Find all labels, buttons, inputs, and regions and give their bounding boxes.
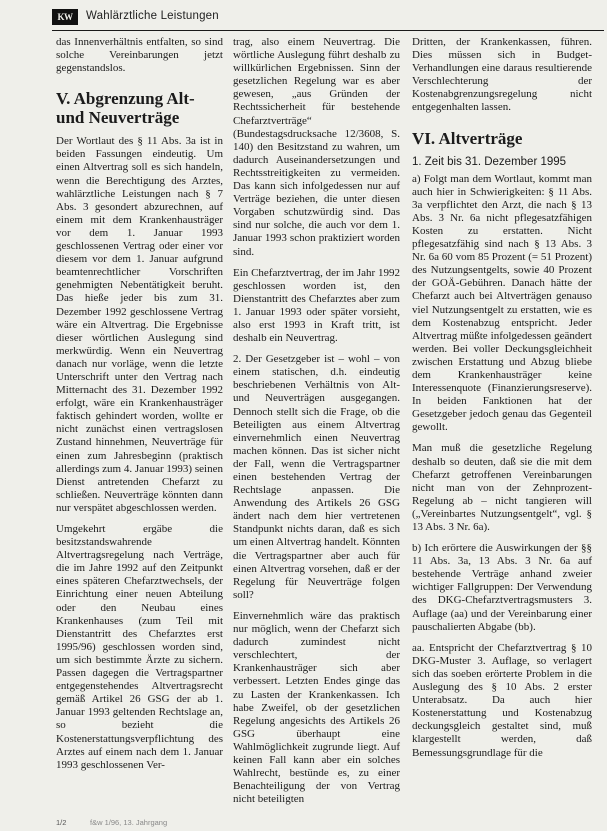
- page-header: [52, 6, 604, 31]
- paragraph: Der Wortlaut des § 11 Abs. 3a ist in beiden Fassungen eindeutig. Um einen Altvertrag soll es sich handeln, wenn die Berechtigung des Arztes, wahlärztliche Leistungen nach § 7 Abs. 3 gesondert abzurechnen, auf einem mit dem Krankenhausträger vor dem 1. Januar 1993 geschlossenen Vertrag oder einer vor diesem vor dem 1. Januar aufgrund beamtenrechtlicher Vorschriften genehmigten Nebentätigkeit beruht. Das hieße jeder bis zum 31. Dezember 1992 geschlossene Vertrag wäre ein Altvertrag. Die Ergebnisse dieser wörtlichen Auslegung sind merkwürdig. Wenn ein Neuvertrag danach nur vorläge, wenn die letzte Unterschrift unter den Vertrag nach Mitternacht des 31. Dezember 1992 erfolgt, wäre ein Krankenhausträger faktisch gehindert worden, wollte er nicht zunächst einen vertragslosen Zustand hinnehmen, Neuverträge für einen zum Jahresbeginn (praktisch allerdings zum 4. Januar 1993) seinen Dienst antretenden Chefarzt zu schließen. Neuverträge könnten dann nur verspätet abgeschlossen werden.: [56, 135, 223, 514]
- paragraph: trag, also einem Neuvertrag. Die wörtliche Auslegung führt deshalb zu willkürlichen Ergebnissen. Sinn der gesetzlichen Regelung war es aber gewesen, „aus Gründen der Rechtssicherheit für bestehende Chefarztverträge“ (Bundestagsdrucksache 12/3608, S. 140) den Besitzstand zu wahren, um dadurch Auseinandersetzungen und Rechtsstreitigkeiten zu vermeiden. Das kann sich infolgedessen nur auf Verträge beziehen, die unter diesen Vorgaben schutzwürdig sind. Das sind nur solche, die auch vor dem 1. Januar 1993 schon praktiziert worden sind.: [233, 36, 400, 258]
- journal-logo: KW: [52, 9, 78, 25]
- page-footer: [56, 818, 604, 828]
- text-column-3: [412, 36, 592, 760]
- text-column-2: [233, 36, 400, 806]
- source-line: f&w 1/96, 13. Jahrgang: [90, 818, 168, 827]
- subsection-heading: 1. Zeit bis 31. Dezember 1995: [412, 155, 567, 168]
- paragraph: das Innenverhältnis entfalten, so sind solche Vereinbarungen jetzt gegenstandslos.: [56, 36, 223, 75]
- paragraph: Dritten, der Krankenkassen, führen. Dies müssen sich in Budget-Verhandlungen eine daraus resultierende Verschlechterung der Kostenabgrenzungsregelung nicht entgegenhalten lassen.: [412, 36, 592, 114]
- paragraph: Ein Chefarztvertrag, der im Jahr 1992 geschlossen worden ist, den Dienstantritt des Chefarztes aber zum 1. Januar 1993 oder später vorsieht, also erst 1993 in Kraft tritt, ist deshalb ein Neuvertrag.: [233, 266, 400, 345]
- section-heading-v: V. Abgrenzung Alt- und Neuverträge: [56, 89, 195, 128]
- paragraph: b) Ich erörtere die Auswirkungen der §§ 11 Abs. 3a, 13 Abs. 3 Nr. 6a auf bestehende Verträge anhand zweier wichtiger Fallgruppen: Der Verwendung des DKG-Chefarztvertragsmusters 3. Auflage (aa) und der Vereinbarung einer pauschalierten Abgabe (bb).: [412, 542, 592, 633]
- paragraph: a) Folgt man dem Wortlaut, kommt man auch hier in Schwierigkeiten: § 11 Abs. 3a verpflichtet den Arzt, die nach § 13 Abs. 3 Nr. 6a nicht pflegesatzfähigen Kosten zu erstatten. Nicht pflegesatzfähig sind nach § 13 Abs. 3 Nr. 6a 60 vom 85 Prozent (= 51 Prozent) des Nutzungsentgelts, sowie 40 Prozent der GOÄ-Gebühren. Danach hätte der Chefarzt auch bei Altverträgen genauso viel Nutzungsentgelt zu erstatten, wie es dem Kostenabzug entspricht. Jeder Altvertrag müßte infolgedessen geändert werden. Bei voller Deckungsgleichheit zwischen Erstattung und Abzug bliebe dem Krankenhausträger keine Interessenquote (Finanzierungsreserve). In beiden Fanktionen hat der Gesetzgeber jedoch genau das Gegenteil gewollt.: [412, 172, 592, 434]
- paragraph: aa. Entspricht der Chefarztvertrag § 10 DKG-Muster 3. Auflage, so verlagert sich das soeben erörterte Problem in die Auslegung des § 10 Abs. 2 erster Unterabsatz. Da auch hier Kostenerstattung und Kostenabzug deckungsgleich gestaltet sind, muß klargestellt werden, daß Bemessungsgrundlage für die: [412, 641, 592, 759]
- paragraph: Man muß die gesetzliche Regelung deshalb so deuten, daß sie die mit dem Chefarzt getroffenen Vereinbarungen nicht man von der Zehnprozent-Regelung ab – nicht tangieren will („Vereinbartes Nutzungsentgelt“, vgl. § 13 Abs. 3 Nr. 6a).: [412, 442, 592, 533]
- paragraph: Umgekehrt ergäbe die besitzstandswahrende Altvertragsregelung nach Verträge, die im Jahre 1992 auf den Zeitpunkt eines späteren Chefarztwechsels, der Einrichtung einer neuen Abteilung oder den Neubau eines Krankenhauses (zum Teil mit Dienstantritt des Chefarztes erst 1995/96) geschlossen worden sind, um sich bestimmte Ärzte zu sichern. Passen dagegen die Vertragspartner entgegenstehendes Altvertragsrecht gemäß Artikel 26 GSG der ab 1. Januar 1993 geltenden Rechtslage an, so bezieht die Kostenerstattungsverpflichtung des Arztes auf einem nach dem 1. Januar 1993 geschlossenen Ver-: [56, 523, 223, 771]
- paragraph: Einvernehmlich wäre das praktisch nur möglich, wenn der Chefarzt sich dadurch zumindest nicht verschlechtert, der Krankenhausträger sich aber verbessert. Letzten Endes ginge das zu Lasten der Krankenkassen. Ich habe Zweifel, ob der gesetzlichen Regelung angesichts des Artikels 26 GSG überhaupt eine Wahlmöglichkeit zugrunde liegt. Auf keinen Fall kann aber ein solches Wahlrecht, bestünde es, zu einer Benachteiligung der von Vertrag nicht beteiligten: [233, 609, 400, 806]
- running-title: Wahlärztliche Leistungen: [86, 10, 219, 22]
- text-column-1: [56, 36, 223, 772]
- section-heading-vi: VI. Altverträge: [412, 128, 523, 148]
- paragraph: 2. Der Gesetzgeber ist – wohl – von einem statischen, d.h. eindeutig beschriebenen Verhältnis von Alt- und Neuverträgen ausgegangen. Dennoch stellt sich die Frage, ob die Beteiligten aus einem Altvertrag einvernehmlich einen Neuvertrag machen können. Das ist sicher nicht der Fall, wenn die Vertragspartner einen bestehenden Vertrag der Rechtslage anpassen. Die Anwendung des Artikels 26 GSG ändert nach dem hier vertretenen Standpunkt nichts daran, daß es sich um einen Altvertrag handelt. Könnten die Vertragspartner aber auch für einen Altvertrag vorsehen, daß er der Regelung für Neuverträge folgen soll?: [233, 353, 400, 601]
- page-number: 1/2: [56, 818, 67, 827]
